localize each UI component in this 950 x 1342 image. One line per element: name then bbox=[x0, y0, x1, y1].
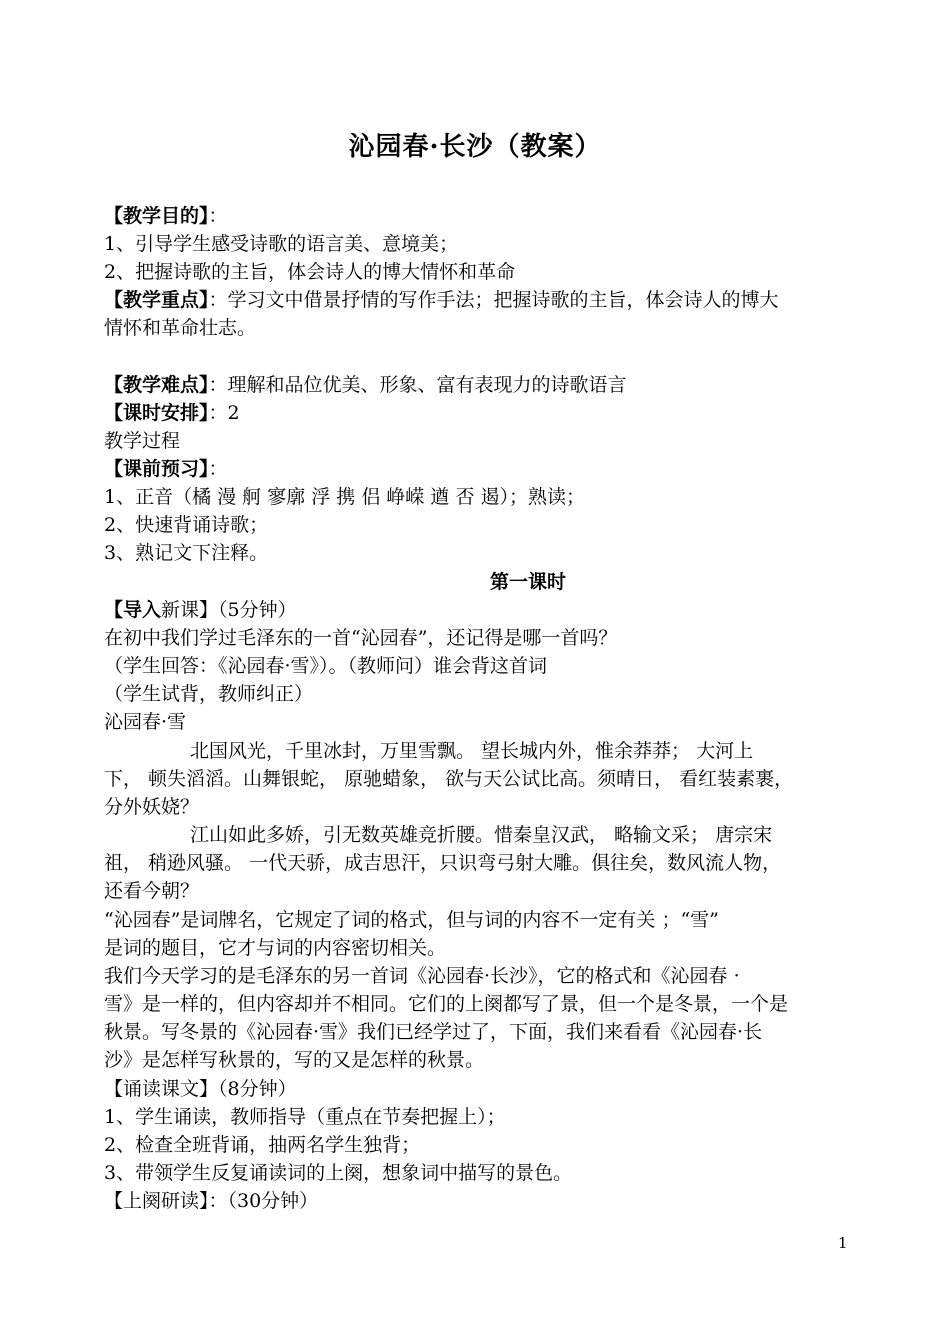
text-line: “沁园春”是词牌名，它规定了词的格式，但与词的内容不一定有关 ；“雪” bbox=[104, 909, 719, 931]
poem-title: 沁园春·雪 bbox=[104, 711, 187, 733]
text-line: 1、学生诵读，教师指导（重点在节奏把握上）； bbox=[104, 1106, 506, 1128]
text-line: 是词的题目，它才与词的内容密切相关。 bbox=[104, 937, 447, 959]
poem-line: 江山如此多娇，引无数英雄竞折腰。惜秦皇汉武， 略输文采； 唐宗宋 bbox=[190, 824, 773, 846]
section-heading-reading: 【诵读课文】（8分钟） bbox=[104, 1078, 297, 1100]
text-line: 沙》是怎样写秋景的，写的又是怎样的秋景。 bbox=[104, 1049, 485, 1071]
text-line: 情怀和革命壮志。 bbox=[104, 317, 257, 339]
poem-line: 分外妖娆？ bbox=[104, 796, 200, 818]
poem-line: 还看今朝？ bbox=[104, 880, 200, 902]
text-line: 3、熟记文下注释。 bbox=[104, 542, 269, 564]
text-line: 秋景。写冬景的《沁园春·雪》我们已经学过了，下面，我们来看看《沁园春·长 bbox=[104, 1021, 763, 1043]
text-line: 1、正音（橘 漫 舸 寥廓 浮 携 侣 峥嵘 遒 否 遏）；熟读； bbox=[104, 486, 585, 508]
section-heading-preview: 【课前预习】： bbox=[104, 458, 228, 480]
page-number: 1 bbox=[838, 1234, 848, 1252]
page-title: 沁园春·长沙（教案） bbox=[348, 132, 602, 162]
section-heading-study: 【上阕研读】：（30分钟） bbox=[104, 1190, 319, 1212]
text-line: 教学过程 bbox=[104, 430, 181, 452]
text-line: 我们今天学习的是毛泽东的另一首词《沁园春·长沙》，它的格式和《沁园春 · bbox=[104, 965, 740, 987]
section-heading-schedule: 【课时安排】：2 bbox=[104, 402, 240, 424]
text-line: 2、快速背诵诗歌； bbox=[104, 514, 269, 536]
section-heading-objectives: 【教学目的】： bbox=[104, 205, 228, 227]
lesson-heading: 第一课时 bbox=[489, 571, 566, 593]
poem-line: 北国风光，千里冰封，万里雪飘。 望长城内外，惟余莽莽； 大河上 bbox=[190, 740, 754, 762]
section-heading-intro: 【导入新课】（5分钟） bbox=[104, 599, 297, 621]
text-line: 在初中我们学过毛泽东的一首“沁园春”，还记得是哪一首吗？ bbox=[104, 627, 618, 649]
text-line: 3、带领学生反复诵读词的上阕，想象词中描写的景色。 bbox=[104, 1162, 573, 1184]
text-line: （学生回答：《沁园春·雪》）。（教师问）谁会背这首词 bbox=[104, 655, 548, 677]
text-line: 2、把握诗歌的主旨，体会诗人的博大情怀和革命 bbox=[104, 261, 516, 283]
poem-line: 下， 顿失滔滔。山舞银蛇， 原驰蜡象， 欲与天公试比高。须晴日， 看红装素裹， bbox=[104, 768, 794, 790]
poem-line: 祖， 稍逊风骚。 一代天骄，成吉思汗，只识弯弓射大雕。俱往矣，数风流人物， bbox=[104, 852, 782, 874]
text-line: 1、引导学生感受诗歌的语言美、意境美； bbox=[104, 233, 459, 255]
section-heading-key-points: 【教学重点】：学习文中借景抒情的写作手法；把握诗歌的主旨，体会诗人的博大 bbox=[104, 289, 779, 311]
text-line: （学生试背，教师纠正） bbox=[104, 683, 314, 705]
text-line: 雪》是一样的，但内容却并不相同。它们的上阕都写了景，但一个是冬景，一个是 bbox=[104, 993, 789, 1015]
text-line: 2、检查全班背诵，抽两名学生独背； bbox=[104, 1134, 421, 1156]
section-heading-difficulties: 【教学难点】：理解和品位优美、形象、富有表现力的诗歌语言 bbox=[104, 374, 627, 396]
